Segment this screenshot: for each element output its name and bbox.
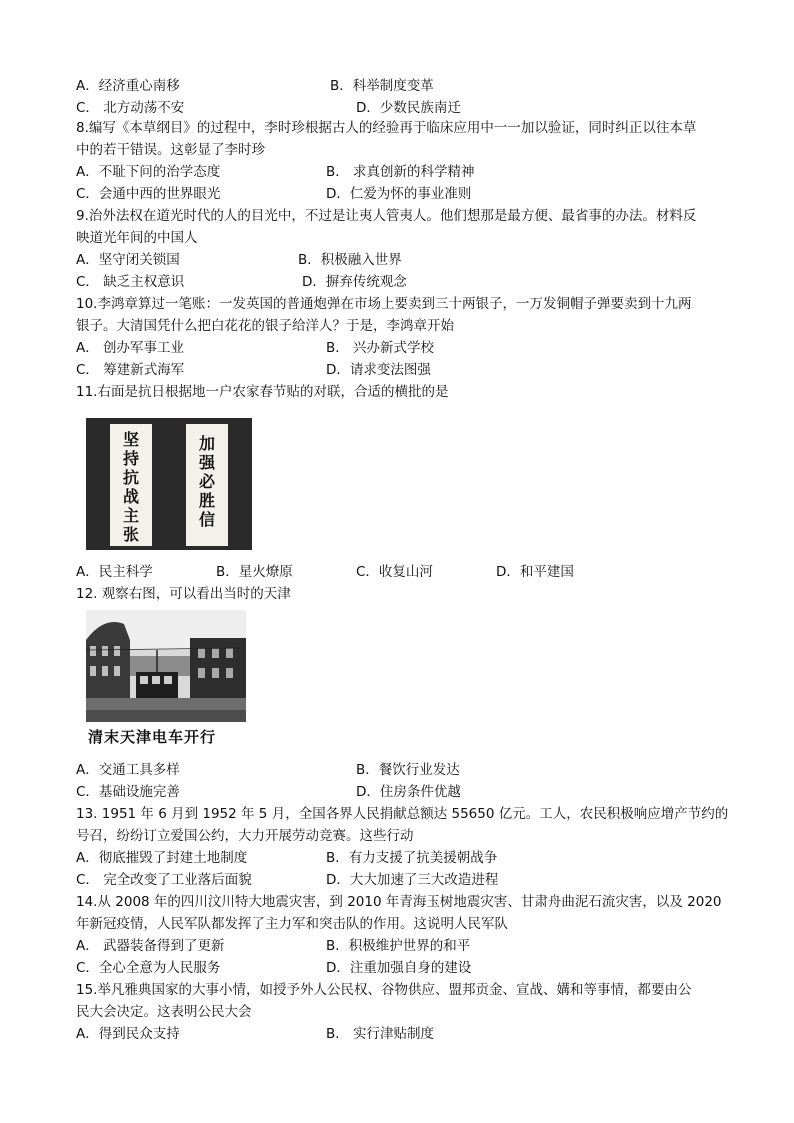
q10-stem-line-1: 10.李鸿章算过一笔账：一发英国的普通炮弹在市场上要卖到三十两银子，一万发铜帽子弹要卖到十九两 (76, 296, 692, 312)
q8-stem-line-1: 8.编写《本草纲目》的过程中，李时珍根据古人的经验再于临床应用中一一加以验证，同时纠正以往本草 (76, 120, 697, 136)
q14-option-d: D．注重加强自身的建设 (326, 960, 472, 976)
q9-option-a: A．坚守闭关锁国 (76, 252, 180, 268)
q7-option-b: B．科举制度变革 (330, 78, 434, 94)
q13-option-b: B．有力支援了抗美援朝战争 (326, 850, 498, 866)
couplet-right-char-4: 胜 (198, 491, 215, 510)
couplet-photo (86, 418, 252, 550)
q12-option-d: D．住房条件优越 (356, 784, 461, 800)
q9-option-d: D．摒弃传统观念 (302, 274, 407, 290)
q14-option-a: A． 武器装备得到了更新 (76, 938, 225, 954)
q7-option-d: D．少数民族南迁 (356, 100, 461, 116)
q10-option-b: B． 兴办新式学校 (326, 340, 435, 356)
tram-street-illustration (86, 610, 246, 722)
q8-option-d: D．仁爱为怀的事业准则 (326, 186, 472, 202)
q13-stem-line-1: 13. 1951 年 6 月到 1952 年 5 月，全国各界人民捐献总额达 55650 亿元。工人，农民积极响应增产节约的 (76, 806, 729, 822)
couplet-right-char-1: 加 (198, 434, 215, 453)
q13-option-c: C． 完全改变了工业落后面貌 (76, 872, 252, 888)
couplet-left-char-5: 主 (122, 506, 139, 525)
q11-option-d: D．和平建国 (496, 564, 574, 580)
q15-stem-line-1: 15.举凡雅典国家的大事小情，如授予外人公民权、谷物供应、盟邦贡金、宣战、媾和等事情，都要由公 (76, 982, 692, 998)
q10-stem-line-2: 银子。大清国凭什么把白花花的银子给洋人？于是，李鸿章开始 (76, 318, 454, 334)
couplet-left-scroll (110, 424, 152, 546)
q15-option-b: B． 实行津贴制度 (326, 1026, 435, 1042)
couplet-left-char-4: 战 (122, 487, 139, 506)
q14-stem-line-2: 年新冠疫情，人民军队都发挥了主力军和突击队的作用。这说明人民军队 (76, 916, 508, 932)
q8-option-b: B． 求真创新的科学精神 (326, 164, 475, 180)
q9-stem-line-2: 映道光年间的中国人 (76, 230, 198, 246)
q13-option-a: A．彻底摧毁了封建土地制度 (76, 850, 248, 866)
q8-option-a: A．不耻下问的治学态度 (76, 164, 221, 180)
couplet-right-scroll (186, 424, 228, 546)
q14-option-b: B．积极维护世界的和平 (326, 938, 471, 954)
q12-option-c: C．基础设施完善 (76, 784, 180, 800)
q8-option-c: C．会通中西的世界眼光 (76, 186, 221, 202)
q7-option-a: A．经济重心南移 (76, 78, 180, 94)
q12-option-b: B．餐饮行业发达 (356, 762, 460, 778)
q9-stem-line-1: 9.治外法权在道光时代的人的目光中，不过是让夷人管夷人。他们想那是最方便、最省事的办法。材料反 (76, 208, 697, 224)
q15-option-a: A．得到民众支持 (76, 1026, 180, 1042)
q7-option-c: C． 北方动荡不安 (76, 100, 185, 116)
q13-option-d: D．大大加速了三大改造进程 (326, 872, 499, 888)
couplet-left-char-2: 持 (122, 449, 139, 468)
q9-option-c: C． 缺乏主权意识 (76, 274, 185, 290)
q11-option-b: B．星火燎原 (216, 564, 293, 580)
couplet-left-char-1: 坚 (122, 430, 139, 449)
q15-stem-line-2: 民大会决定。这表明公民大会 (76, 1004, 252, 1020)
q10-option-d: D．请求变法图强 (326, 362, 431, 378)
q10-option-a: A． 创办军事工业 (76, 340, 185, 356)
couplet-right-char-5: 信 (198, 510, 215, 529)
q9-option-b: B．积极融入世界 (298, 252, 402, 268)
q11-option-c: C．收复山河 (356, 564, 433, 580)
q8-stem-line-2: 中的若干错误。这彰显了李时珍 (76, 142, 265, 158)
couplet-right-char-2: 强 (198, 453, 215, 472)
tianjin-tram-photo (86, 610, 246, 750)
q11-stem-line-1: 11.右面是抗日根据地一户农家春节贴的对联，合适的横批的是 (76, 384, 449, 400)
q12-option-a: A．交通工具多样 (76, 762, 180, 778)
q11-option-a: A．民主科学 (76, 564, 153, 580)
q10-option-c: C． 筹建新式海军 (76, 362, 185, 378)
q12-stem-line-1: 12. 观察右图，可以看出当时的天津 (76, 586, 291, 602)
q14-option-c: C．全心全意为人民服务 (76, 960, 221, 976)
tram-photo-caption: 清末天津电车开行 (88, 728, 217, 746)
q14-stem-line-1: 14.从 2008 年的四川汶川特大地震灾害，到 2010 年青海玉树地震灾害、甘肃舟曲泥石流灾害，以及 2020 (76, 894, 722, 910)
couplet-right-char-3: 必 (198, 472, 215, 491)
couplet-left-char-3: 抗 (122, 468, 139, 487)
q13-stem-line-2: 号召，纷纷订立爱国公约，大力开展劳动竞赛。这些行动 (76, 828, 414, 844)
couplet-left-char-6: 张 (122, 525, 139, 544)
